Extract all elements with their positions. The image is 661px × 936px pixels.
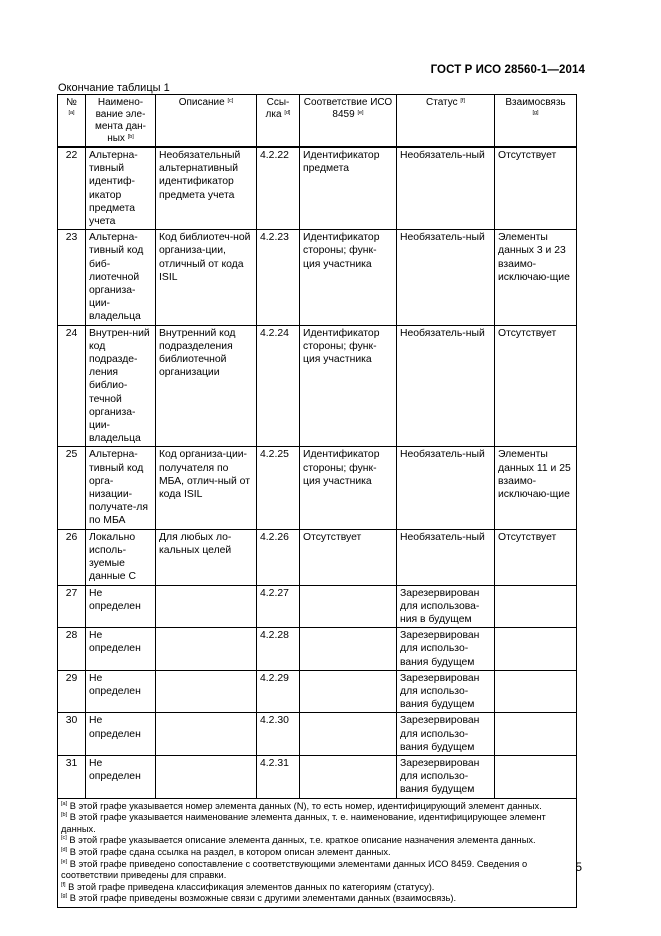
col-header-description: Описание [c] [156,95,257,148]
col-header-name: Наимено-вание эле-мента дан-ных [b] [86,95,156,148]
footnote-mark: [b] [61,812,68,819]
cell-reference: 4.2.31 [257,755,300,798]
cell-status: Необязатель-ный [397,529,495,585]
footnote-mark: [e] [61,858,68,865]
cell-number: 26 [58,529,86,585]
cell-relation: Элементы данных 11 и 25 взаимо-исключаю-щие [495,447,577,529]
cell-description: Необязательный альтернативный идентификатор предмета учета [156,147,257,230]
cell-element-name: Альтерна-тивный код биб-лиотечной организа-ции-владельца [86,230,156,325]
cell-description [156,628,257,671]
cell-relation: Элементы данных 3 и 23 взаимо-исключаю-щие [495,230,577,325]
cell-description: Внутренний код подразделения библиотечной организации [156,325,257,447]
cell-iso8459: Идентификатор стороны; функ-ция участника [300,447,397,529]
cell-status: Необязатель-ный [397,325,495,447]
footnote [61,812,573,835]
cell-relation [495,670,577,713]
cell-iso8459 [300,670,397,713]
cell-description [156,585,257,628]
cell-description: Код организа-ции-получателя по МБА, отлич-ный от кода ISIL [156,447,257,529]
cell-status: Зарезервирован для использо-вания будущем [397,713,495,756]
footnote-mark: [c] [61,835,67,842]
table-body [58,147,577,798]
footnote-text: В этой графе указывается описание элемента данных, т.е. краткое описание назначения элемента данных. [66,835,536,846]
footnote-mark: [g] [61,893,68,900]
cell-reference: 4.2.27 [257,585,300,628]
table-row [58,628,577,671]
cell-number: 31 [58,755,86,798]
cell-reference: 4.2.22 [257,147,300,230]
cell-element-name: Не определен [86,670,156,713]
footnote [61,835,573,847]
footnote-text: В этой графе приведены возможные связи с другими элементами данных (взаимосвязь). [67,893,457,904]
footnote-mark: [a] [61,800,68,807]
table-row [58,447,577,529]
cell-element-name: Внутрен-ний код подразде-ления библио-течной организа-ции-владельца [86,325,156,447]
cell-status: Зарезервирован для использо-вания будущем [397,755,495,798]
cell-number: 29 [58,670,86,713]
cell-description: Код библиотеч-ной организа-ции, отличный от кода ISIL [156,230,257,325]
cell-iso8459 [300,628,397,671]
cell-status: Зарезервирован для использова-ния в будущем [397,585,495,628]
cell-reference: 4.2.29 [257,670,300,713]
footnote-text: В этой графе сдана ссылка на раздел, в котором описан элемент данных. [67,846,391,857]
cell-relation [495,628,577,671]
cell-iso8459: Идентификатор предмета [300,147,397,230]
table-header-row [58,95,577,148]
cell-status: Зарезервирован для использо-вания будущем [397,670,495,713]
table-row [58,230,577,325]
cell-element-name: Не определен [86,755,156,798]
cell-relation: Отсутствует [495,147,577,230]
cell-number: 30 [58,713,86,756]
cell-number: 28 [58,628,86,671]
cell-number: 23 [58,230,86,325]
table-row [58,529,577,585]
footnote [61,801,573,813]
cell-status: Необязатель-ный [397,230,495,325]
cell-number: 24 [58,325,86,447]
cell-relation [495,713,577,756]
cell-reference: 4.2.28 [257,628,300,671]
footnote-text: В этой графе указывается наименование элемента данных, т. е. наименование, идентифицирующее элемент данных. [61,812,546,834]
table-row [58,147,577,230]
cell-element-name: Альтерна-тивный код орга-низации-получате-ля по МБА [86,447,156,529]
cell-reference: 4.2.25 [257,447,300,529]
footnote [61,893,573,905]
notes-row [58,798,577,907]
table-notes [58,798,577,907]
footnote-mark: [d] [61,846,68,853]
cell-status: Зарезервирован для использо-вания будущем [397,628,495,671]
data-elements-table [57,94,577,908]
cell-element-name: Не определен [86,585,156,628]
table-row [58,755,577,798]
cell-iso8459: Идентификатор стороны; функ-ция участника [300,325,397,447]
cell-iso8459: Идентификатор стороны; функ-ция участника [300,230,397,325]
cell-iso8459: Отсутствует [300,529,397,585]
footnote-mark: [f] [61,881,66,888]
footnote-text: В этой графе приведена классификация элементов данных по категориям (статусу). [65,881,435,892]
cell-description [156,713,257,756]
document-code: ГОСТ Р ИСО 28560-1—2014 [430,64,585,76]
cell-status: Необязатель-ный [397,147,495,230]
footnote [61,859,573,882]
cell-number: 22 [58,147,86,230]
cell-iso8459 [300,585,397,628]
cell-reference: 4.2.26 [257,529,300,585]
table-row [58,585,577,628]
table-row [58,713,577,756]
col-header-no: № [a] [58,95,86,148]
footnote [61,847,573,859]
cell-relation: Отсутствует [495,325,577,447]
cell-element-name: Локально исполь-зуемые данные С [86,529,156,585]
cell-description [156,755,257,798]
table-row [58,670,577,713]
footnote [61,882,573,894]
cell-number: 27 [58,585,86,628]
cell-relation [495,755,577,798]
cell-reference: 4.2.24 [257,325,300,447]
cell-description [156,670,257,713]
footnote-text: В этой графе указывается номер элемента данных (N), то есть номер, идентифицирующий элемент данных. [67,800,542,811]
cell-status: Необязатель-ный [397,447,495,529]
table-row [58,325,577,447]
cell-element-name: Не определен [86,713,156,756]
col-header-iso8459: Соответствие ИСО 8459 [e] [300,95,397,148]
cell-relation [495,585,577,628]
cell-iso8459 [300,713,397,756]
cell-element-name: Альтерна-тивный идентиф-икатор предмета учета [86,147,156,230]
cell-number: 25 [58,447,86,529]
col-header-status: Статус [f] [397,95,495,148]
cell-relation: Отсутствует [495,529,577,585]
col-header-relation: Взаимосвязь [g] [495,95,577,148]
footnote-text: В этой графе приведено сопоставление с соответствующими элементами данных ИСО 8459. Сведения о соответствии приведены для справки. [61,858,528,881]
cell-iso8459 [300,755,397,798]
cell-reference: 4.2.23 [257,230,300,325]
cell-description: Для любых ло-кальных целей [156,529,257,585]
cell-reference: 4.2.30 [257,713,300,756]
table-caption: Окончание таблицы 1 [58,82,170,94]
page-number: 5 [575,860,582,874]
col-header-reference: Ссы-лка [d] [257,95,300,148]
cell-element-name: Не определен [86,628,156,671]
